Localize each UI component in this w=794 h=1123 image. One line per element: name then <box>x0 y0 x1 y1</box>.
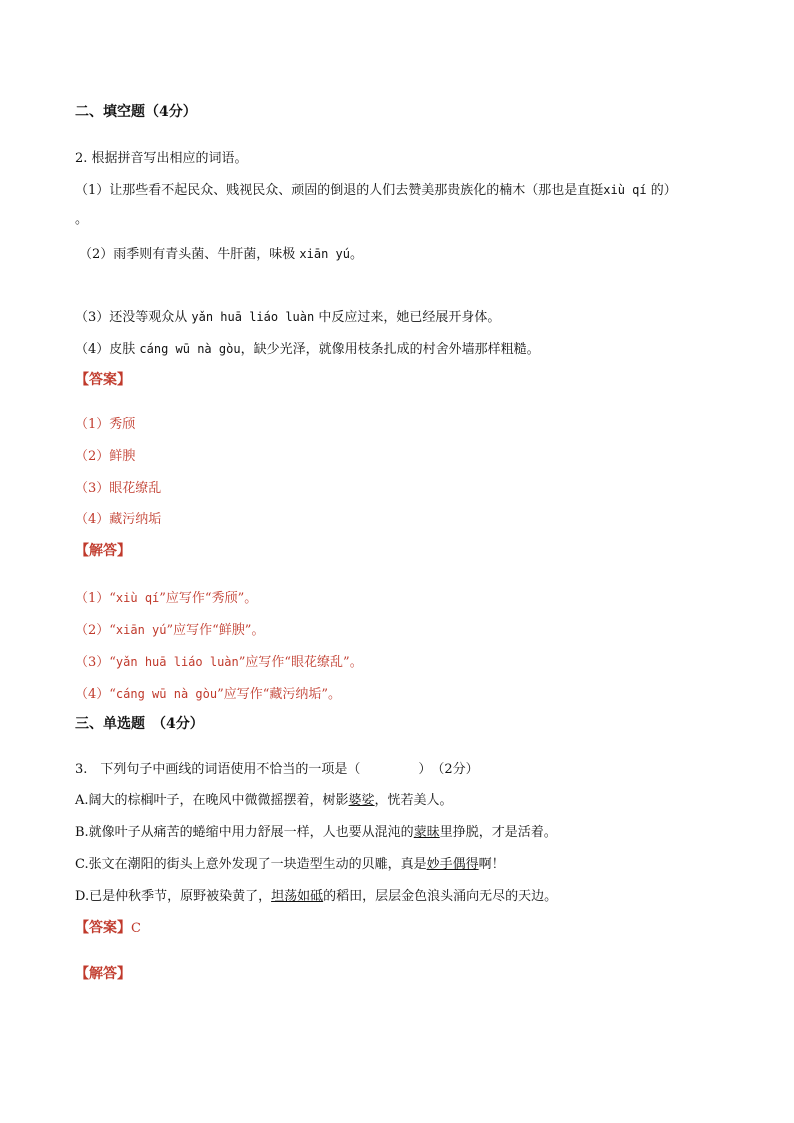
explanation-1-pinyin: xiù qí <box>115 591 160 605</box>
explanation-1 <box>75 589 257 608</box>
item-1-suffix: 的） <box>646 183 677 198</box>
item-4-suffix: ，缺少光泽，就像用枝条扎成的村舍外墙那样粗糙。 <box>240 342 540 357</box>
question-2-item-3 <box>75 308 500 327</box>
option-b-after: 里挣脱，才是活着。 <box>439 825 557 840</box>
item-1-pinyin: xiù qí <box>603 183 647 197</box>
explanation-2-suffix: ”应写作“鲜腴”。 <box>166 623 265 638</box>
option-a <box>75 792 453 810</box>
item-2-suffix: 。 <box>349 247 363 262</box>
question-3 <box>75 761 479 779</box>
option-d-before: D.已是仲秋季节，原野被染黄了， <box>75 889 272 904</box>
option-c <box>75 856 505 874</box>
answer-3: （3）眼花缭乱 <box>75 481 162 496</box>
item-1-prefix: （1）让那些看不起民众、贱视民众、顽固的倒退的人们去赞美那贵族化的楠木（那也是直挺 <box>75 183 604 198</box>
explanation-4-prefix: （4）“ <box>75 687 116 702</box>
question-3-prefix: 3. 下列句子中画线的词语使用不恰当的一项是（ <box>75 762 361 777</box>
item-4-prefix: （4）皮肤 <box>75 342 140 357</box>
question-2-item-1 <box>75 181 677 200</box>
section3-explanation-label: 【解答】 <box>75 966 131 982</box>
explanation-4 <box>75 685 341 704</box>
item-2-prefix: （2）雨季则有青头菌、牛肝菌，味极 <box>79 247 300 262</box>
answer-label: 【答案】 <box>75 372 131 388</box>
option-c-underlined: 妙手偶得 <box>426 857 479 872</box>
option-a-before: A.阔大的棕榈叶子，在晚风中微微摇摆着，树影 <box>75 793 349 808</box>
explanation-4-pinyin: cáng wū nà gòu <box>115 687 218 701</box>
item-3-pinyin: yǎn huā liáo luàn <box>191 310 315 324</box>
option-d-after: 的稻田，层层金色浪头涌向无尽的天边。 <box>323 889 558 904</box>
question-2-item-2 <box>79 245 363 264</box>
option-d-underlined: 坦荡如砥 <box>271 889 324 904</box>
item-3-suffix: 中反应过来，她已经展开身体。 <box>314 310 501 325</box>
section3-answer-label: 【答案】 <box>75 920 131 936</box>
explanation-2-prefix: （2）“ <box>75 623 116 638</box>
explanation-2 <box>75 621 264 640</box>
question-2-title: 2. 根据拼音写出相应的词语。 <box>75 151 248 166</box>
answer-1: （1）秀颀 <box>75 417 136 432</box>
item-2-pinyin: xiān yú <box>299 247 350 261</box>
option-c-after: 啊！ <box>478 857 505 872</box>
explanation-2-pinyin: xiān yú <box>115 623 167 637</box>
section3-answer <box>75 919 141 938</box>
question-3-suffix: ） （2分） <box>418 762 479 777</box>
section-heading-single-choice: 三、单选题 （4分） <box>75 716 204 732</box>
explanation-3-suffix: ”应写作“眼花缭乱”。 <box>238 655 363 670</box>
section3-answer-value: C <box>131 921 141 936</box>
option-a-underlined: 婆娑 <box>348 793 375 808</box>
question-2-item-4 <box>75 340 540 359</box>
option-b <box>75 824 557 842</box>
explanation-3-pinyin: yǎn huā liáo luàn <box>115 655 239 669</box>
explanation-4-suffix: ”应写作“藏污纳垢”。 <box>217 687 342 702</box>
explanation-label: 【解答】 <box>75 543 131 559</box>
question-2-item-1-wrap: 。 <box>75 212 89 227</box>
section-heading-fill-blank: 二、填空题（4分） <box>75 104 197 120</box>
option-b-underlined: 蒙昧 <box>413 825 440 840</box>
explanation-3 <box>75 653 363 672</box>
answer-4: （4）藏污纳垢 <box>75 512 162 527</box>
answer-2: （2）鲜腴 <box>75 449 136 464</box>
item-4-pinyin: cáng wū nà gòu <box>139 342 241 356</box>
explanation-1-prefix: （1）“ <box>75 591 116 606</box>
explanation-1-suffix: ”应写作“秀颀”。 <box>159 591 258 606</box>
option-b-before: B.就像叶子从痛苦的蜷缩中用力舒展一样，人也要从混沌的 <box>75 825 414 840</box>
item-3-prefix: （3）还没等观众从 <box>75 310 192 325</box>
option-c-before: C.张文在潮阳的街头上意外发现了一块造型生动的贝雕，真是 <box>75 857 427 872</box>
explanation-3-prefix: （3）“ <box>75 655 116 670</box>
option-a-after: ，恍若美人。 <box>374 793 453 808</box>
option-d <box>75 888 557 906</box>
